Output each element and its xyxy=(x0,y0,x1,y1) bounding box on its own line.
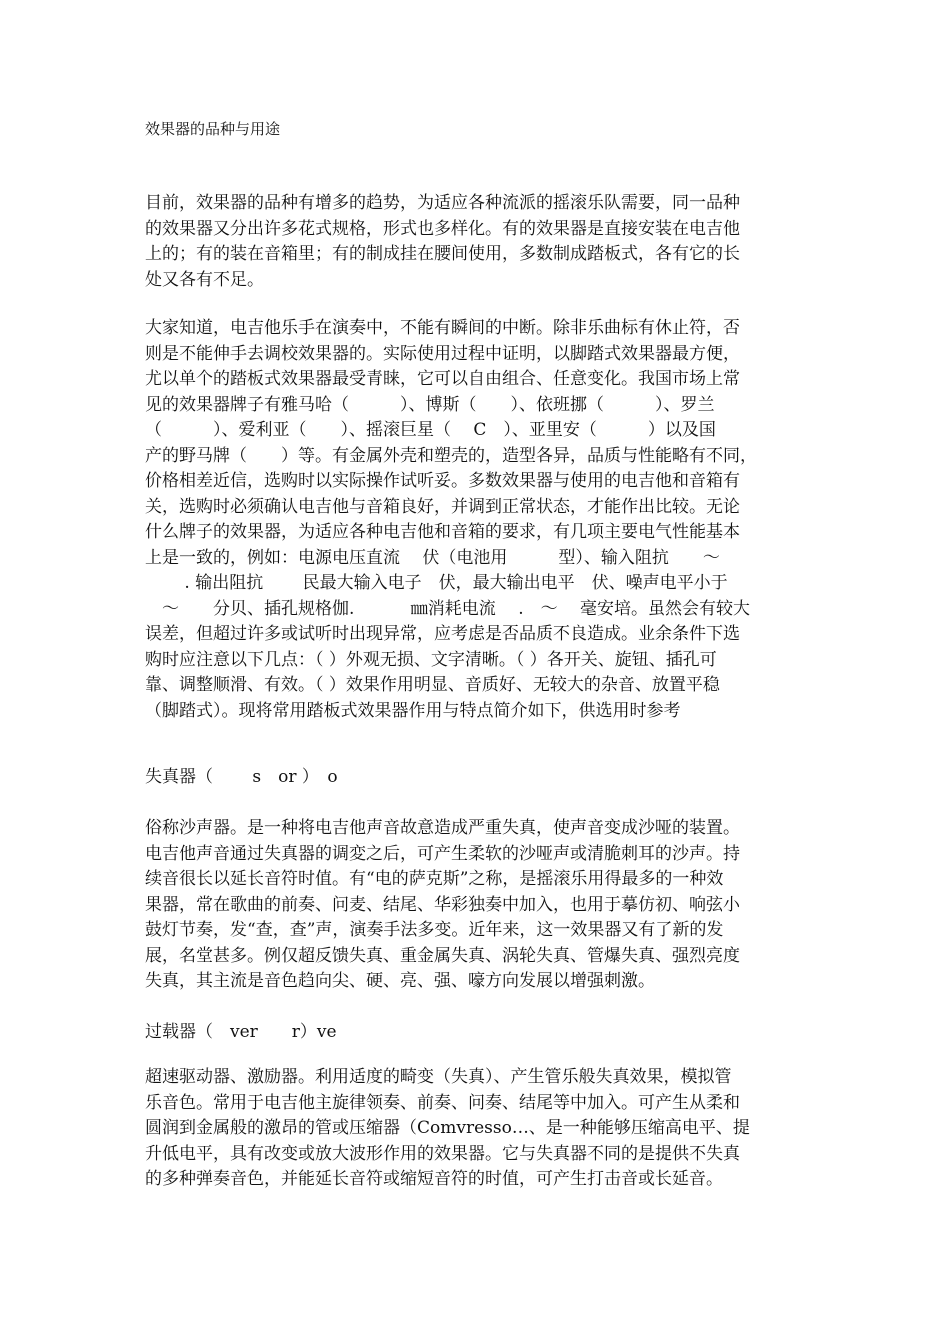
text-line: ～ 分贝、插孔规格伽. ㎜消耗电流 . ～ 毫安培。虽然会有较大 xyxy=(145,598,751,619)
text-line: 误差，但超过许多或试听时出现异常，应考虑是否品质不良造成。业余条件下选 xyxy=(145,624,740,644)
text-line: 续音很长以延长音符时值。有“电的萨克斯”之称，是摇滚乐用得最多的一种效 xyxy=(145,869,724,889)
text-line: 处又各有不足。 xyxy=(145,269,264,290)
text-line: 购时应注意以下几点：（ ）外观无损、文字清晰。（ ）各开关、旋钮、插孔可 xyxy=(145,649,717,670)
text-line: 产的野马牌（ ）等。有金属外壳和塑壳的，造型各异，品质与性能略有不同， xyxy=(145,445,757,466)
text-line: 目前，效果器的品种有增多的趋势，为适应各种流派的摇滚乐队需要，同一品种 xyxy=(145,193,740,213)
text-line: 圆润到金属般的激昂的管或压缩器（Comvresso…、是一种能够压缩高电平、提 xyxy=(145,1118,750,1138)
text-line: 电吉他声音通过失真器的调変之后，可产生柔软的沙哑声或清脆刺耳的沙声。持 xyxy=(145,843,740,864)
section-heading-overdrive: 过载器（ ver r）ve xyxy=(145,1022,337,1042)
text-line: 大家知道，电吉他乐手在演奏中，不能有瞬间的中断。除非乐曲标有休止符，否 xyxy=(145,318,740,338)
paragraph-distortion xyxy=(145,816,825,995)
text-line: （ ）、爱利亚（ ）、摇滚巨星（ C ）、亚里安（ ）以及国 xyxy=(145,420,716,440)
text-line: 失真，其主流是音色趋向尖、硬、亮、强、嚎方向发展以增强刺激。 xyxy=(145,971,655,991)
paragraph-selection xyxy=(145,316,825,724)
text-line: 则是不能伸手去调校效果器的。实际使用过程中证明，以脚踏式效果器最方便， xyxy=(145,343,740,364)
text-line: 俗称沙声器。是一种将电吉他声音故意造成严重失真，使声音变成沙哑的装置。 xyxy=(145,818,740,838)
paragraph-overdrive xyxy=(145,1065,825,1193)
text-line: 升低电平，具有改变或放大波形作用的效果器。它与失真器不同的是提供不失真 xyxy=(145,1143,740,1164)
text-line: 乐音色。常用于电吉他主旋律领奏、前奏、问奏、结尾等中加入。可产生从柔和 xyxy=(145,1092,740,1113)
text-line: 靠、调整顺滑、有效。（ ）效果作用明显、音质好、无较大的杂音、放置平稳 xyxy=(145,675,720,695)
text-line: 鼓灯节奏，发“查，查”声，演奏手法多变。近年来，这一效果器又有了新的发 xyxy=(145,920,724,940)
text-line: . 输出阻抗 民最大输入电子 伏，最大输出电平 伏、噪声电平小于 xyxy=(145,573,728,593)
text-line: 展，名堂甚多。例仅超反馈失真、重金属失真、涡轮失真、管爆失真、强烈亮度 xyxy=(145,945,740,966)
text-line: 的多种弹奏音色，并能延长音符或缩短音符的时值，可产生打击音或长延音。 xyxy=(145,1169,723,1189)
section-heading-distortion: 失真器（ s or ） o xyxy=(145,767,338,787)
text-line: 关，选购时必须确认电吉他与音箱良好，并调到正常状态，才能作出比较。无论 xyxy=(145,496,740,517)
text-line: 上是一致的，例如：电源电压直流 伏（电池用 型）、输入阻抗 ～ xyxy=(145,547,720,568)
text-line: 价格相差近信，选购时以实际操作试听妥。多数效果器与使用的电吉他和音箱有 xyxy=(145,471,740,491)
text-line: （脚踏式）。现将常用踏板式效果器作用与特点简介如下，供选用时参考 xyxy=(145,700,681,721)
text-line: 上的；有的装在音箱里；有的制成挂在腰间使用，多数制成踏板式，各有它的长 xyxy=(145,244,740,264)
text-line: 的效果器又分出许多花式规格，形式也多样化。有的效果器是直接安装在电吉他 xyxy=(145,218,740,239)
text-line: 见的效果器牌子有雅马哈（ ）、博斯（ ）、依班挪（ ）、罗兰 xyxy=(145,394,715,415)
text-line: 果器，常在歌曲的前奏、问麦、结尾、华彩独奏中加入，也用于摹仿初、响弦小 xyxy=(145,894,740,915)
text-line: 什么牌子的效果器，为适应各种电吉他和音箱的要求，有几项主要电气性能基本 xyxy=(145,522,740,542)
text-line: 超速驱动器、激励器。利用适度的畸变（失真）、产生管乐般失真效果，模拟管 xyxy=(145,1067,732,1087)
paragraph-intro xyxy=(145,191,825,293)
text-line: 尤以单个的踏板式效果器最受青睐，它可以自由组合、任意变化。我国市场上常 xyxy=(145,369,740,389)
document-title: 效果器的品种与用途 xyxy=(145,120,281,138)
